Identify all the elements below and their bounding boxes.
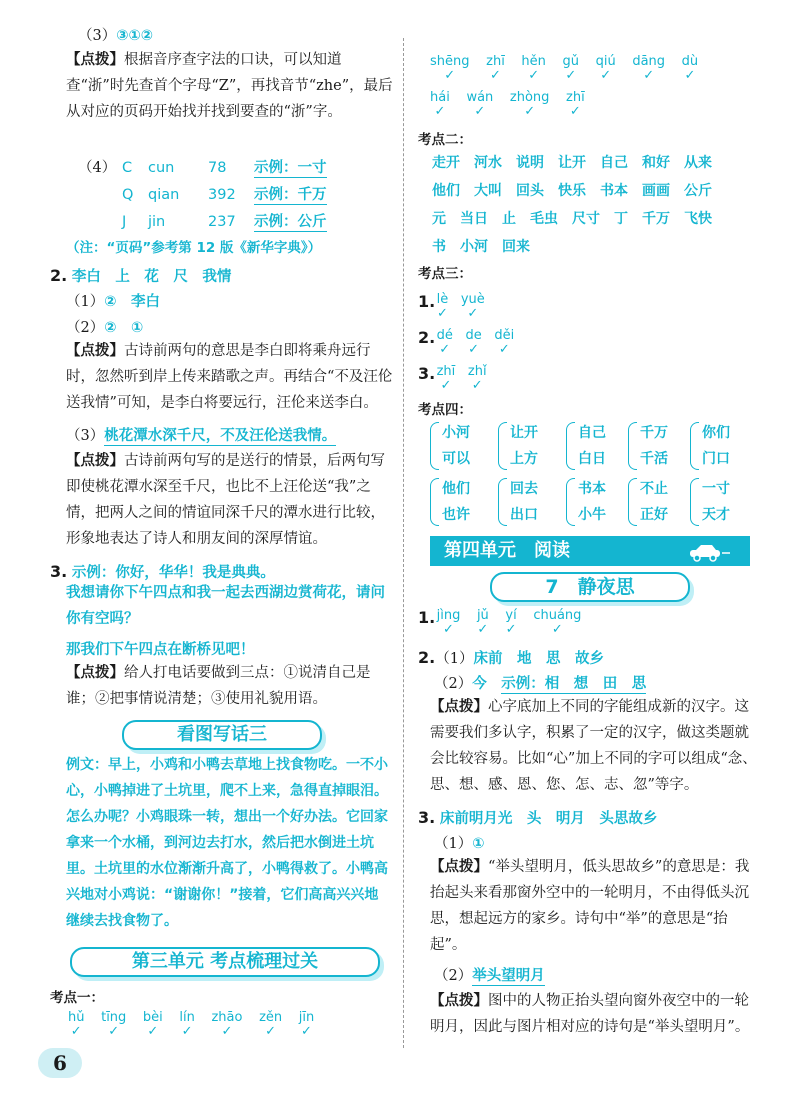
pinyin-item: jǔ ✓ <box>476 608 489 637</box>
r3-1-line: （1）① <box>434 836 485 852</box>
kd3-item: 2. dé ✓ de ✓ děi ✓ <box>418 328 515 357</box>
check-icon: ✓ <box>147 1024 159 1039</box>
kd2-row: 书 小河 回来 <box>432 239 530 255</box>
unit4-banner-title: 第四单元 阅读 <box>444 540 570 561</box>
word-pair: 自己 白日 <box>566 418 634 472</box>
q2-tip-1: 【点拨】古诗前两句的意思是李白即将乘舟远行时，忽然听到岸上传来踏歌之声。再结合“不及汪伦送我情”可知，是李白将要远行，汪伦来送李白。 <box>66 342 393 411</box>
q3-line-1: 3. 示例：你好，华华！我是典典。 <box>50 562 275 581</box>
word-pair: 回去 出口 <box>498 474 566 528</box>
dictionary-note: （注：“页码”参考第 12 版《新华字典》） <box>66 240 322 256</box>
word-pair: 他们 也许 <box>430 474 498 528</box>
check-icon: ✓ <box>477 622 489 637</box>
column-divider <box>403 38 404 1048</box>
pinyin-item: tīng ✓ <box>101 1010 127 1039</box>
r3-2-line: （2）举头望明月 <box>434 968 545 984</box>
check-icon: ✓ <box>498 342 510 357</box>
q2-1-line: （1）② 李白 <box>66 294 161 310</box>
check-icon: ✓ <box>565 68 577 83</box>
kd2-label: 考点二： <box>418 132 472 148</box>
check-icon: ✓ <box>474 104 486 119</box>
word-pair: 一寸 天才 <box>690 474 758 528</box>
kd2-row: 他们 大叫 回头 快乐 书本 画画 公斤 <box>432 183 712 199</box>
check-icon: ✓ <box>440 378 452 393</box>
q1-3-answer: ③①② <box>116 28 154 44</box>
r3-tip-2: 【点拨】图中的人物正抬头望向窗外夜空中的一轮明月，因此与图片相对应的诗句是“举头望明月”。 <box>430 992 750 1035</box>
pinyin-row-1 <box>430 54 710 85</box>
word-pair: 让开 上方 <box>498 418 566 472</box>
check-icon: ✓ <box>505 622 517 637</box>
pinyin-item: zhī ✓ <box>436 364 456 393</box>
q1-4-row: Q qian 392 示例：千万 <box>122 187 327 203</box>
check-icon: ✓ <box>443 622 454 637</box>
check-icon: ✓ <box>181 1024 193 1039</box>
section-title-writing: 看图写话三 <box>122 720 322 750</box>
check-icon: ✓ <box>468 342 480 357</box>
car-icon <box>686 542 732 572</box>
word-pair: 书本 小牛 <box>566 474 634 528</box>
check-icon: ✓ <box>569 104 581 119</box>
pinyin-item: hái ✓ <box>430 90 450 119</box>
pinyin-item: wán ✓ <box>466 90 494 119</box>
check-icon: ✓ <box>551 622 563 637</box>
section-title-unit3: 第三单元 考点梳理过关 <box>70 947 380 977</box>
check-icon: ✓ <box>684 68 696 83</box>
r1-line: 1. jìng ✓ jǔ ✓ yí ✓ chuáng ✓ <box>418 608 582 637</box>
kd2-row: 元 当日 止 毛虫 尺寸 丁 千万 飞快 <box>432 211 712 227</box>
check-icon: ✓ <box>434 104 446 119</box>
r3-tip-1: 【点拨】“举头望明月，低头思故乡”的意思是：我抬起头来看那窗外空中的一轮明月，不由得低头沉思，想起远方的家乡。诗句中“举”的意思是“抬起”。 <box>430 858 750 953</box>
check-icon: ✓ <box>471 378 483 393</box>
check-icon: ✓ <box>524 104 536 119</box>
r2-1-line: 2.（1）床前 地 思 故乡 <box>418 648 604 667</box>
pinyin-item: lè ✓ <box>436 292 449 321</box>
check-icon: ✓ <box>301 1024 312 1039</box>
pinyin-item: yí ✓ <box>505 608 517 637</box>
q3-tip: 【点拨】给人打电话要做到三点：①说清自己是谁；②把事情说清楚；③使用礼貌用语。 <box>66 664 371 707</box>
pinyin-item: zhòng ✓ <box>509 90 550 119</box>
check-icon: ✓ <box>467 306 479 321</box>
check-icon: ✓ <box>490 68 501 83</box>
q1-4-row: （4） C cun 78 示例：一寸 <box>78 160 327 176</box>
unit4-banner <box>430 536 750 566</box>
pinyin-item: de ✓ <box>465 328 482 357</box>
q1-3-line: （3）③①② <box>78 28 154 44</box>
pinyin-item: shēng ✓ <box>430 54 470 83</box>
check-icon: ✓ <box>108 1024 120 1039</box>
kd1-label: 考点一： <box>50 990 104 1006</box>
q1-4-row: J jin 237 示例：公斤 <box>122 214 327 230</box>
kd1-pinyin-row <box>68 1010 326 1041</box>
q3-line-2: 我想请你下午四点和我一起去西湖边赏荷花，请问你有空吗？ <box>66 585 385 627</box>
check-icon: ✓ <box>528 68 540 83</box>
q1-3-tip: 【点拨】根据音序查字法的口诀，可以知道查“浙”时先查首个字母“Z”，再找音节“zhe”，最后从对应的页码开始找并找到要查的“浙”字。 <box>66 51 393 120</box>
word-pair: 千万 千活 <box>628 418 696 472</box>
model-essay: 例文：早上，小鸡和小鸭去草地上找食物吃。一不小心，小鸭掉进了土坑里，爬不上来，急得直掉眼泪。怎么办呢？小鸡眼珠一转，想出一个好办法。它回家拿来一个水桶，到河边去打水，然后把水倒进土坑里。土坑里的水位渐渐升高了，小鸭得救了。小鸭高兴地对小鸡说：“谢谢你！”接着，它们高高兴兴地继续去找食物了。 <box>66 757 388 929</box>
word-pair: 你们 门口 <box>690 418 758 472</box>
check-icon: ✓ <box>436 306 448 321</box>
pinyin-item: bèi ✓ <box>142 1010 163 1039</box>
check-icon: ✓ <box>600 68 612 83</box>
check-icon: ✓ <box>221 1024 233 1039</box>
pinyin-item: yuè ✓ <box>460 292 485 321</box>
pinyin-item: jìng ✓ <box>436 608 461 637</box>
q3-line-3: 那我们下午四点在断桥见吧！ <box>66 642 255 658</box>
check-icon: ✓ <box>643 68 655 83</box>
pinyin-item: zěn ✓ <box>259 1010 283 1039</box>
pinyin-item: hǔ ✓ <box>68 1010 85 1039</box>
lesson-title: 7 静夜思 <box>490 572 690 602</box>
pinyin-item: zhī ✓ <box>486 54 505 83</box>
check-icon: ✓ <box>70 1024 82 1039</box>
word-pair: 不止 正好 <box>628 474 696 528</box>
kd3-item: 1. lè ✓ yuè ✓ <box>418 292 485 321</box>
pinyin-item: hěn ✓ <box>521 54 546 83</box>
kd3-item: 3. zhī ✓ zhǐ ✓ <box>418 364 487 393</box>
r2-tip: 【点拨】心字底加上不同的字能组成新的汉字。这需要我们多认字，积累了一定的汉字，做这类题就会比较容易。比如“心”加上不同的字可以组成“念、思、想、感、恩、您、怎、志、忽”等字。 <box>430 698 757 793</box>
pinyin-item: dù ✓ <box>681 54 699 83</box>
kd2-row: 走开 河水 说明 让开 自己 和好 从来 <box>432 155 712 171</box>
pinyin-item: qiú ✓ <box>595 54 616 83</box>
kd4-label: 考点四： <box>418 402 472 418</box>
check-icon: ✓ <box>444 68 456 83</box>
pinyin-item: gǔ ✓ <box>562 54 580 83</box>
pinyin-item: jīn ✓ <box>298 1010 315 1039</box>
pinyin-item: zhāo ✓ <box>211 1010 243 1039</box>
q2-3-line: （3）桃花潭水深千尺，不及汪伦送我情。 <box>66 428 337 444</box>
check-icon: ✓ <box>265 1024 277 1039</box>
r3-line: 3. 床前明月光 头 明月 头思故乡 <box>418 808 658 827</box>
kd3-label: 考点三： <box>418 266 472 282</box>
pinyin-item: zhī ✓ <box>566 90 585 119</box>
pinyin-item: lín ✓ <box>179 1010 195 1039</box>
pinyin-row-2 <box>430 90 597 121</box>
pinyin-item: zhǐ ✓ <box>467 364 487 393</box>
q2-line: 2. 李白 上 花 尺 我情 <box>50 266 232 285</box>
pinyin-item: dāng ✓ <box>632 54 666 83</box>
pinyin-item: dé ✓ <box>436 328 453 357</box>
q2-tip-2: 【点拨】古诗前两句写的是送行的情景，后两句写即使桃花潭水深至千尺，也比不上汪伦送“我”之情，把两人之间的情谊同深千尺的潭水进行比较，形象地表达了诗人和朋友间的深厚情谊。 <box>66 452 385 547</box>
r2-2-line: （2）今 示例：相 想 田 思 <box>434 676 647 692</box>
pinyin-item: děi ✓ <box>494 328 515 357</box>
pinyin-item: chuáng ✓ <box>533 608 582 637</box>
check-icon: ✓ <box>439 342 451 357</box>
word-pair: 小河 可以 <box>430 418 498 472</box>
page-number: 6 <box>38 1048 82 1078</box>
q2-2-line: （2）② ① <box>66 320 144 336</box>
